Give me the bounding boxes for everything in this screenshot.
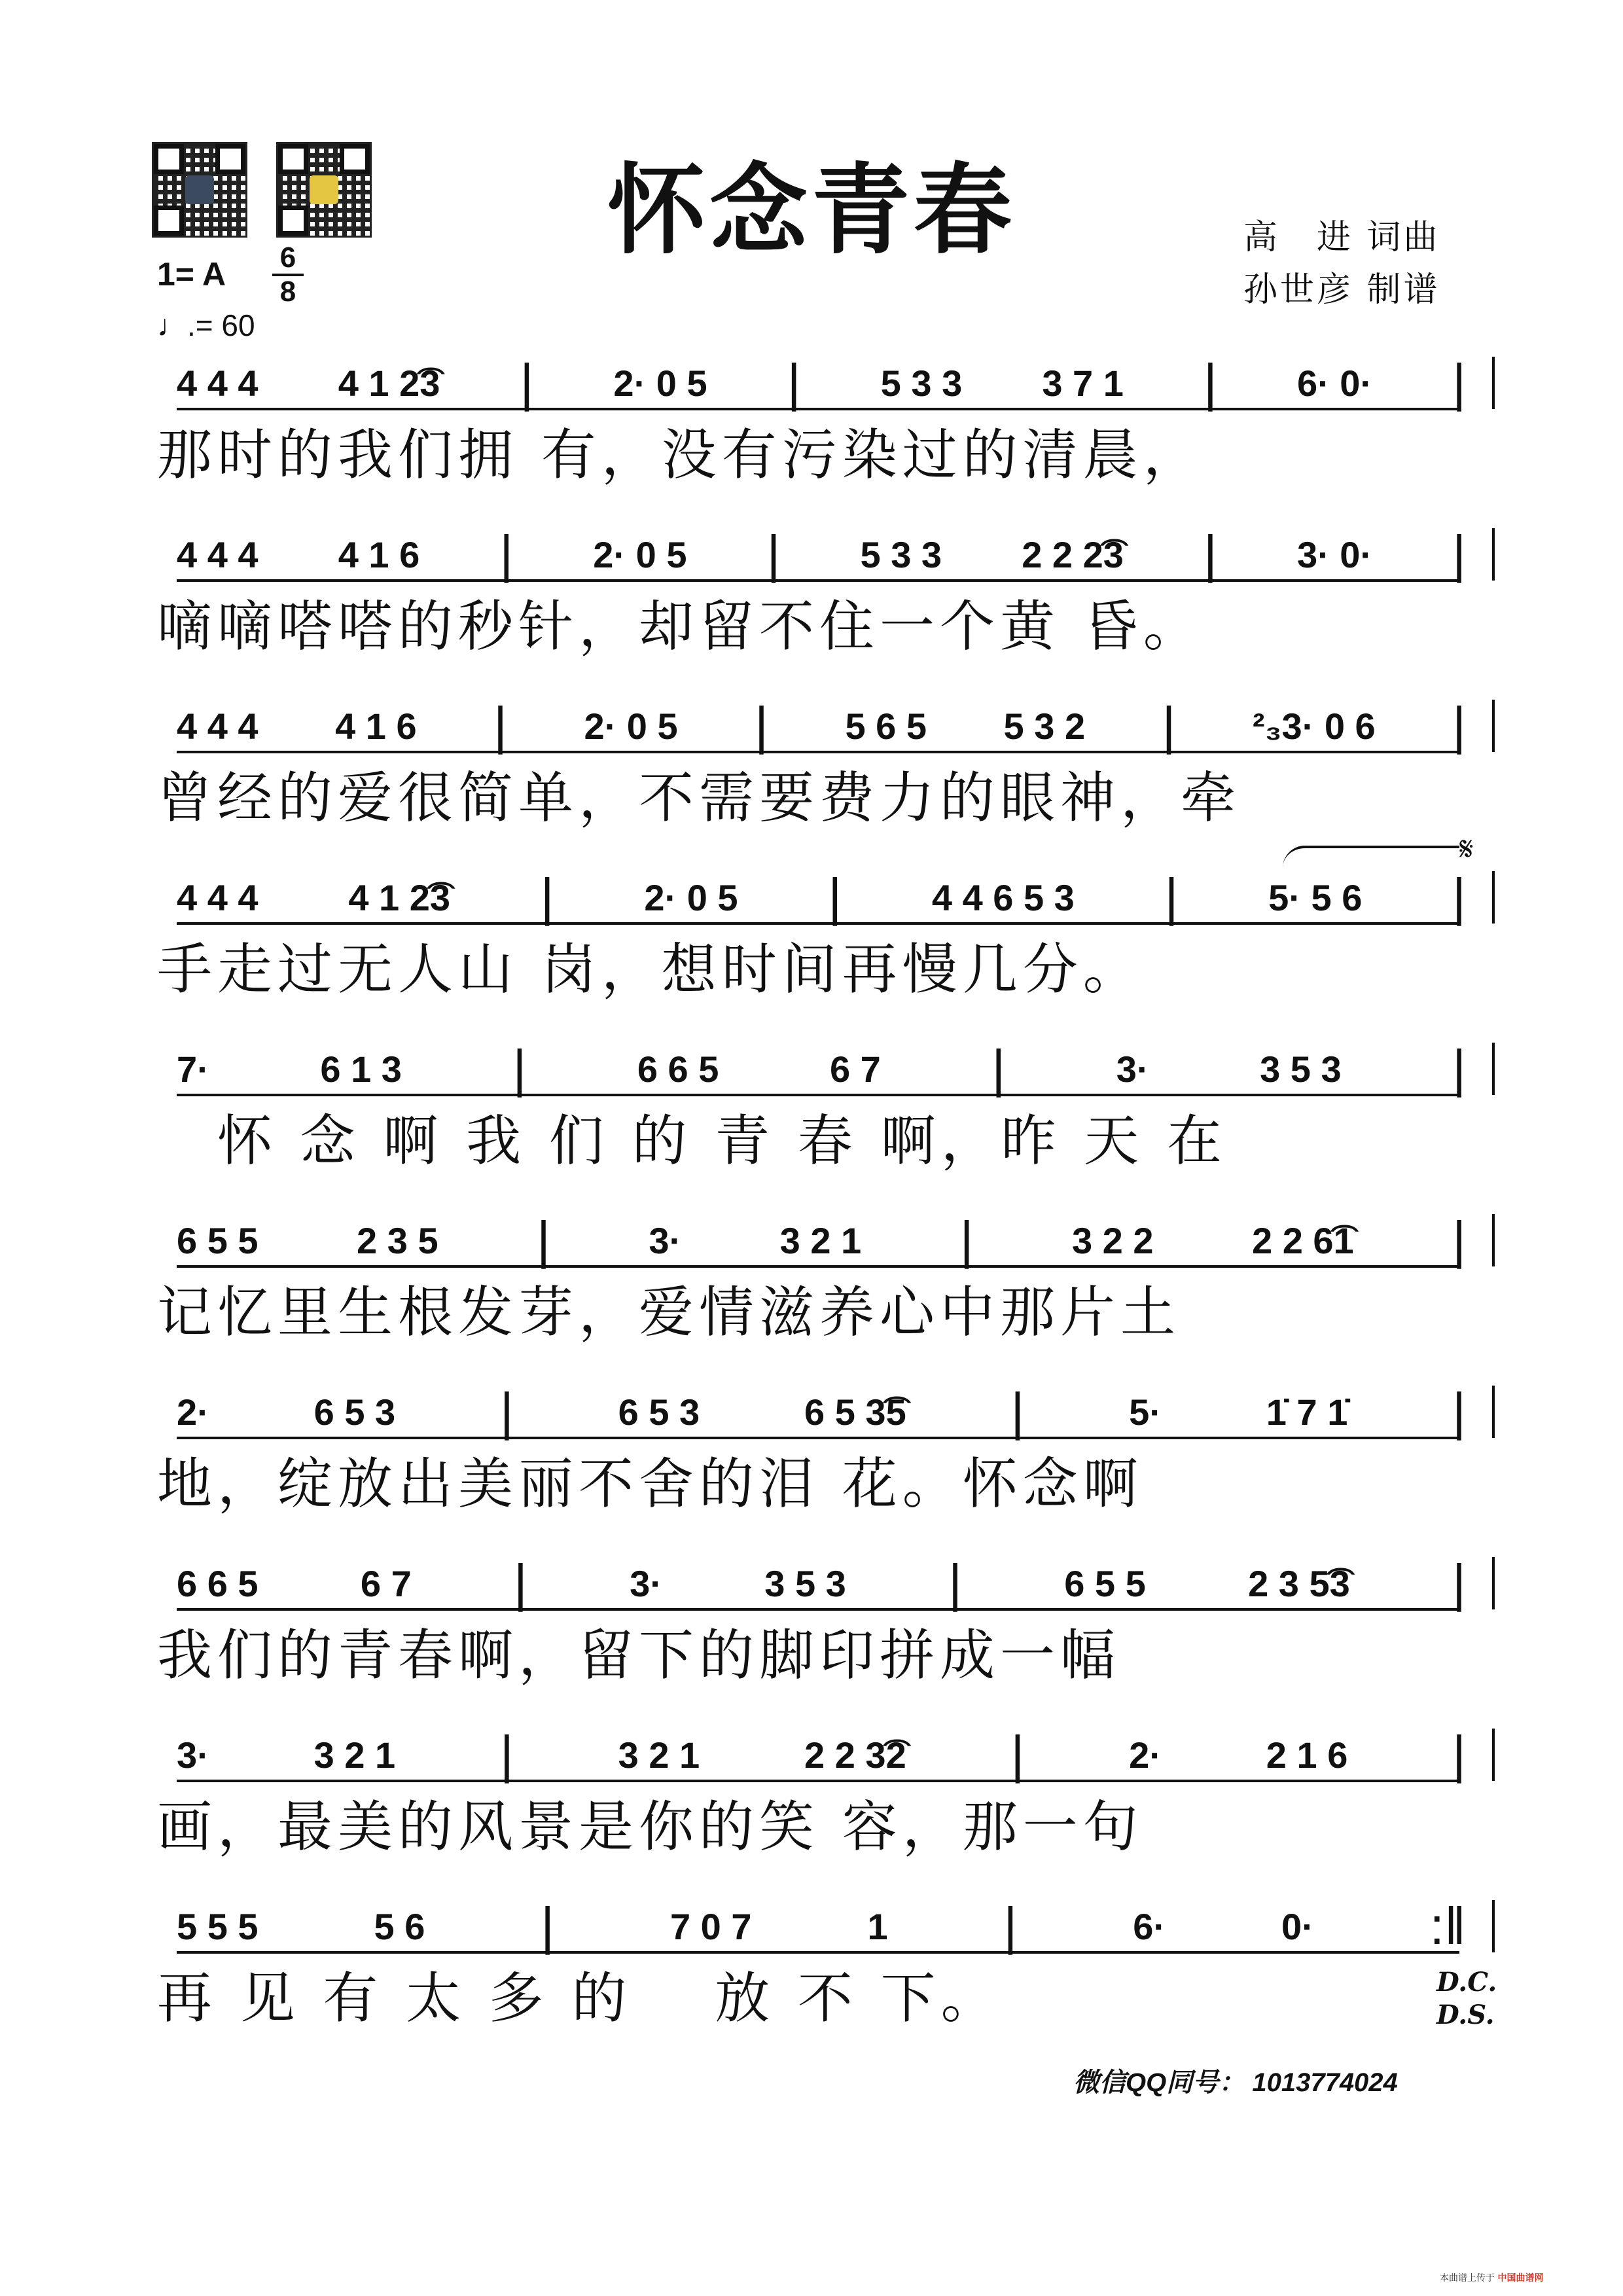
note-group: 2 2 3͡2 — [804, 1734, 906, 1776]
lyric-line: 地，绽放出美丽不舍的泪 花。怀念啊 — [157, 1452, 1143, 1516]
beam-line — [177, 1951, 1459, 1954]
dc-marker: D.C. — [1436, 1967, 1497, 1998]
system-end-barline — [1492, 357, 1495, 409]
song-title: 怀念青春 — [607, 152, 1016, 268]
note-group: 2 2 6͡1 — [1252, 1219, 1354, 1261]
notation-line — [177, 1039, 1466, 1098]
beam-line — [177, 751, 1459, 753]
note-group: 2· — [177, 1391, 209, 1433]
barline: | — [991, 1039, 1006, 1098]
lyric-line: 嘀嘀嗒嗒的秒针，却留不住一个黄 昏。 — [157, 594, 1204, 658]
barline: | — [500, 1725, 514, 1784]
barline: | — [1452, 353, 1466, 412]
note-group: 6 6 5 — [637, 1048, 719, 1090]
beam-line — [177, 1437, 1459, 1439]
note-group: 3· 0· — [1296, 533, 1373, 575]
note-group: 6 5 5 — [1064, 1562, 1146, 1604]
note-group: 6 7 — [360, 1562, 412, 1604]
note-group: 6 6 5 — [177, 1562, 259, 1604]
barline: | — [755, 696, 768, 755]
note-group: 3 2 1 — [618, 1734, 700, 1776]
system-end-barline — [1492, 1729, 1495, 1781]
barline: | — [514, 1554, 527, 1612]
note-group: 3· — [630, 1562, 662, 1604]
lyric-line: 我们的青春啊，留下的脚印拼成一幅 — [157, 1623, 1121, 1687]
barline: | — [1452, 1554, 1466, 1612]
barline: | — [1452, 525, 1466, 583]
note-group: 7· — [177, 1048, 209, 1090]
note-group: 3· — [649, 1219, 682, 1261]
barline: | — [500, 1382, 514, 1441]
notation-line — [177, 1554, 1466, 1612]
note-group: 3 2 2 — [1071, 1219, 1154, 1261]
note-group: 2· — [1129, 1734, 1162, 1776]
contact-info: 微信QQ同号： 1013774024 — [1073, 2068, 1398, 2097]
system-end-barline — [1492, 1214, 1495, 1266]
barline: | — [828, 868, 842, 926]
note-group: 3 5 3 — [1260, 1048, 1342, 1090]
note-group: 4 1 6 — [335, 705, 417, 747]
lyric-line: 曾经的爱很简单，不需要费力的眼神，牵 — [157, 766, 1241, 830]
beam-line — [177, 1608, 1459, 1611]
lyric-line: 再 见 有 太 多 的 放 不 下。 — [157, 1966, 1001, 2030]
lyric-line: 画，最美的风景是你的笑 容，那一句 — [157, 1795, 1143, 1859]
footer-site: 中国曲谱网 — [1497, 2273, 1544, 2284]
note-group: 3· — [1116, 1048, 1149, 1090]
note-group: 5 3 3 — [880, 362, 963, 404]
barline: | — [1452, 1382, 1466, 1441]
note-group: 4 4 4 — [177, 362, 259, 404]
note-group: 0· — [1281, 1905, 1314, 1947]
note-group: 6 5 5 — [177, 1219, 259, 1261]
note-group: 5 3 3 — [860, 533, 942, 575]
tempo-marking: ♩.= 60 — [157, 308, 255, 342]
barline: | — [520, 353, 534, 412]
system-end-barline — [1492, 528, 1495, 581]
barline: | — [1162, 696, 1176, 755]
lyric-line: 那时的我们拥 有，没有污染过的清晨， — [157, 423, 1204, 487]
note-group: 6 5 3 — [618, 1391, 700, 1433]
note-group: 4 4 4 — [177, 533, 259, 575]
notation-line — [177, 696, 1466, 755]
lyric-line: 记忆里生根发芽，爱情滋养心中那片土 — [157, 1280, 1181, 1344]
note-group: 5 3 2 — [1003, 705, 1086, 747]
beam-line — [177, 1265, 1459, 1268]
barline: | — [512, 1039, 527, 1098]
barline: | — [1452, 1039, 1466, 1098]
system-end-barline — [1492, 1900, 1495, 1952]
note-group: 5 5 5 — [177, 1905, 259, 1947]
key-signature: 1= A — [157, 256, 226, 293]
barline: | — [1003, 1897, 1018, 1955]
note-group: 2 1 6 — [1266, 1734, 1348, 1776]
beam-line — [177, 1094, 1459, 1096]
note-group: 5· 5 6 — [1268, 876, 1363, 918]
notation-line — [177, 525, 1466, 583]
note-group: 1̇ 7 1̇ — [1266, 1391, 1348, 1433]
system-end-barline — [1492, 1386, 1495, 1438]
barline: | — [1452, 868, 1466, 926]
note-group: 2 3 5͡3 — [1248, 1562, 1350, 1604]
segno-icon: 𝄋 — [1459, 830, 1474, 868]
barline: | — [540, 868, 554, 926]
barline: | — [499, 525, 514, 583]
note-group: 7 0 7 — [669, 1905, 752, 1947]
barline: | — [1452, 696, 1466, 755]
barline: | — [959, 1211, 974, 1269]
barline: | — [948, 1554, 962, 1612]
note-group: 2· 0 5 — [584, 705, 678, 747]
note-group: 6 1 3 — [320, 1048, 402, 1090]
note-group: 2 3 5 — [357, 1219, 438, 1261]
barline: | — [787, 353, 801, 412]
note-group: 3 7 1 — [1042, 362, 1124, 404]
note-group: 2 2 2͡3 — [1022, 533, 1124, 575]
time-numerator: 6 — [279, 242, 296, 274]
barline: | — [1204, 353, 1217, 412]
beam-line — [177, 1780, 1459, 1782]
note-group: 6 5 3 — [313, 1391, 396, 1433]
beam-line — [177, 579, 1459, 582]
note-group: 3 2 1 — [313, 1734, 396, 1776]
time-signature — [268, 243, 308, 306]
barline: | — [1452, 1211, 1466, 1269]
barline: | — [1452, 1725, 1466, 1784]
note-group: 1 — [867, 1905, 888, 1947]
barline: | — [1010, 1725, 1025, 1784]
barline: | — [1204, 525, 1217, 583]
note-group: 4 1 2͡3 — [348, 876, 451, 918]
note-group: 4 1 2͡3 — [338, 362, 440, 404]
barline: | — [493, 696, 507, 755]
footer-text: 本曲谱上传于 — [1440, 2273, 1495, 2284]
note-group: 6· — [1133, 1905, 1166, 1947]
barline: | — [766, 525, 781, 583]
beam-line — [177, 922, 1459, 925]
note-group: 6 5 3͡5 — [804, 1391, 906, 1433]
note-group: 4 4 4 — [177, 876, 259, 918]
ds-marker: D.S. — [1436, 2000, 1495, 2030]
barline: :‖ — [1429, 1897, 1466, 1955]
barline: | — [541, 1897, 555, 1955]
note-group: 5 6 5 — [845, 705, 927, 747]
lyric-line: 手走过无人山 岗，想时间再慢几分。 — [157, 937, 1143, 1001]
system-end-barline — [1492, 871, 1495, 924]
composer-credit: 高 进 词曲 — [1243, 218, 1440, 257]
barline: | — [537, 1211, 550, 1269]
note-group: 4 4 6 5 3 — [931, 876, 1075, 918]
note-group: 2· 0 5 — [644, 876, 738, 918]
note-group: 3 2 1 — [779, 1219, 862, 1261]
notation-line — [177, 1897, 1466, 1955]
notation-line — [177, 1382, 1466, 1441]
note-group: 6 7 — [829, 1048, 881, 1090]
note-group: 6· 0· — [1296, 362, 1373, 404]
notation-line — [177, 1211, 1466, 1269]
system-end-barline — [1492, 700, 1495, 752]
note-group: 4 4 4 — [177, 705, 259, 747]
arranger-credit: 孙世彦 制谱 — [1243, 270, 1440, 310]
note-group: 2· 0 5 — [613, 362, 707, 404]
footer-credit — [1440, 2271, 1543, 2284]
barline: | — [1010, 1382, 1025, 1441]
note-group: 2· 0 5 — [593, 533, 687, 575]
time-denominator: 8 — [279, 276, 296, 308]
system-end-barline — [1492, 1043, 1495, 1095]
note-group: ²₃3· 0 6 — [1252, 705, 1376, 747]
notation-line — [177, 868, 1466, 926]
system-end-barline — [1492, 1557, 1495, 1609]
note-group: 4 1 6 — [338, 533, 420, 575]
beam-line — [177, 408, 1459, 410]
notation-line — [177, 1725, 1466, 1784]
note-group: 5 6 — [374, 1905, 425, 1947]
note-group: 3· — [177, 1734, 209, 1776]
notation-line — [177, 353, 1466, 412]
note-group: 3 5 3 — [764, 1562, 846, 1604]
barline: | — [1164, 868, 1179, 926]
tie-slur — [1283, 846, 1459, 868]
note-group: 5· — [1129, 1391, 1162, 1433]
lyric-line: 怀 念 啊 我 们 的 青 春 啊，昨 天 在 — [157, 1109, 1228, 1173]
